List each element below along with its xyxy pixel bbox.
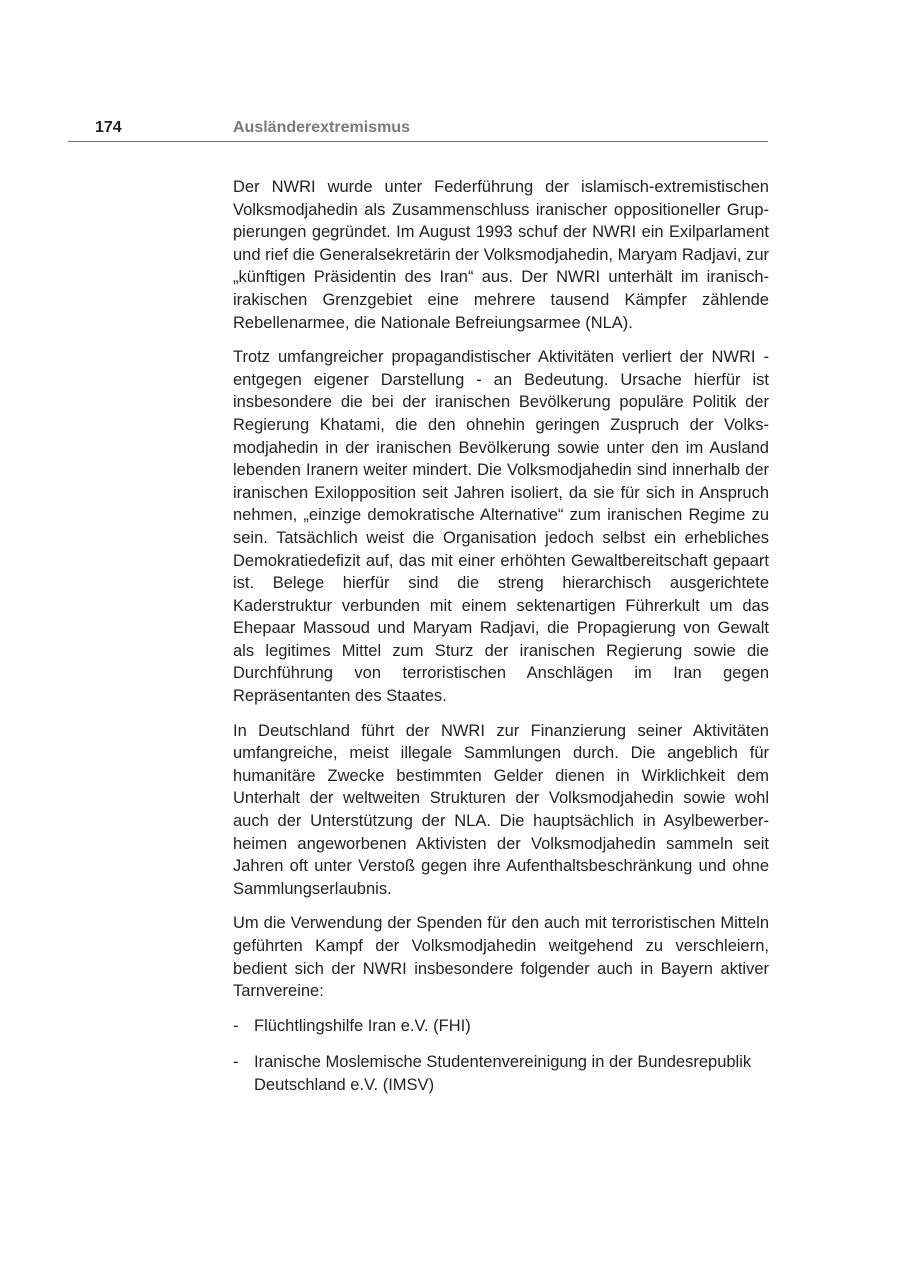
list-item-text: Iranische Moslemische Studentenvereinigung in der Bundesrepublik Deutschland e.V. (IMSV) xyxy=(254,1053,752,1094)
paragraph-1: Der NWRI wurde unter Federführung der islamisch-extremistischen Volksmodjahedin als Zusammenschluss iranischer oppositioneller Gruppierungen gegründet. Im August 1993 schuf der NWRI ein Exilparlament und rief die Generalsekretärin der Volksmodjahedin, Maryam Radjavi, zur „künftigen Präsidentin des Iran“ aus. Der NWRI unterhält im iranisch-irakischen Grenzgebiet eine mehrere tausend Kämpfer zählende Rebellenarmee, die Nationale Befreiungsarmee (NLA). xyxy=(233,178,769,332)
running-title: Ausländerextremismus xyxy=(233,119,410,136)
page-number: 174 xyxy=(95,119,122,136)
paragraph-2: Trotz umfangreicher propagandistischer Aktivitäten verliert der NWRI - entgegen eigener Darstellung - an Bedeutung. Ursache hierfür ist insbesondere die bei der iranischen Bevölkerung populäre Politik der Regierung Khatami, die den ohnehin geringen Zuspruch der Volksmodjahedin in der iranischen Bevölkerung sowie unter den im Ausland lebenden Iranern weiter mindert. Die Volksmodjahedin sind innerhalb der iranischen Exilopposition seit Jahren isoliert, da sie für sich in Anspruch nehmen, „einzige demokratische Alternative“ zum iranischen Regime zu sein. Tatsächlich weist die Organisation jedoch selbst ein erhebliches Demokratiedefizit auf, das mit einer erhöhten Gewaltbereitschaft gepaart ist. Belege hierfür sind die streng hierarchisch ausgerichtete Kaderstruktur verbunden mit einem sektenartigen Führerkult um das Ehepaar Massoud und Maryam Radjavi, die Propagierung von Gewalt als legitimes Mittel zum Sturz der iranischen Regierung sowie die Durchführung von terroristischen Anschlägen im Iran gegen Repräsentanten des Staates. xyxy=(233,348,769,706)
list-item-text: Flüchtlingshilfe Iran e.V. (FHI) xyxy=(254,1016,471,1035)
list-dash: - xyxy=(233,1016,239,1035)
list-item xyxy=(233,1015,769,1038)
paragraph-3: In Deutschland führt der NWRI zur Finanzierung seiner Aktivitäten umfangreiche, meist illegale Sammlungen durch. Die angeblich für humanitäre Zwecke bestimmten Gelder dienen in Wirklichkeit dem Unterhalt der weltweiten Strukturen der Volksmodjahedin sowie wohl auch der Unterstützung der NLA. Die hauptsächlich in Asylbewerberheimen angeworbenen Aktivisten der Volksmodjahedin sammeln seit Jahren oft unter Verstoß gegen ihre Aufenthaltsbeschränkung und ohne Sammlungserlaubnis. xyxy=(233,721,769,898)
organization-list xyxy=(233,1015,769,1097)
list-dash: - xyxy=(233,1053,239,1072)
paragraph-4: Um die Verwendung der Spenden für den auch mit terroristischen Mitteln geführten Kampf der Volksmodjahedin weitgehend zu verschleiern, bedient sich der NWRI insbesondere folgender auch in Bayern aktiver Tarnvereine: xyxy=(233,914,769,1001)
list-item xyxy=(233,1051,769,1096)
header-rule xyxy=(68,141,768,142)
body-text xyxy=(233,176,769,1111)
